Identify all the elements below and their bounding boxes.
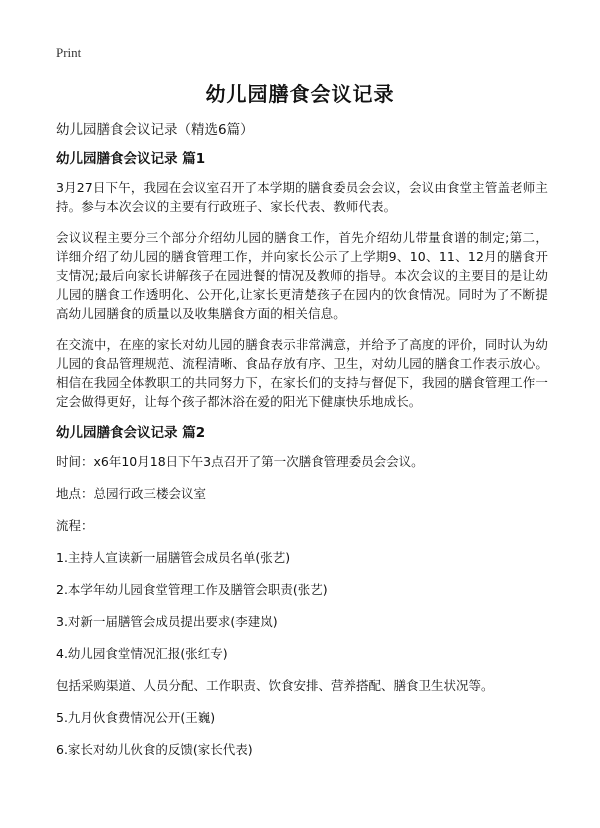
section-heading-1: 幼儿园膳食会议记录 篇1: [56, 151, 206, 167]
meeting-agenda-label: 流程：: [56, 518, 94, 533]
agenda-item-detail: 包括采购渠道、人员分配、工作职责、饮食安排、营养搭配、膳食卫生状况等。: [56, 678, 494, 693]
agenda-item: 2.本学年幼儿园食堂管理工作及膳管会职责(张艺): [56, 582, 328, 597]
document-subtitle: 幼儿园膳食会议记录（精选6篇）: [56, 122, 254, 138]
section-1-paragraph-3: 在交流中，在座的家长对幼儿园的膳食表示非常满意，并给予了高度的评价，同时认为幼儿园的食品管理规范、流程清晰、食品存放有序、卫生，对幼儿园的膳食工作表示放心。相信在我园全体教职工的共同努力下，在家长们的支持与督促下，我园的膳食管理工作一定会做得更好，让每个孩子都沐浴在爱的阳光下健康快乐地成长。: [56, 337, 548, 409]
meeting-time: 时间：x6年10月18日下午3点召开了第一次膳食管理委员会会议。: [56, 454, 424, 469]
document-body: [56, 120, 548, 772]
agenda-item: 6.家长对幼儿伙食的反馈(家长代表): [56, 742, 253, 757]
section-1-paragraph-1: 3月27日下午，我园在会议室召开了本学期的膳食委员会会议，会议由食堂主管盖老师主持。参与本次会议的主要有行政班子、家长代表、教师代表。: [56, 180, 548, 214]
agenda-item: 4.幼儿园食堂情况汇报(张红专): [56, 646, 228, 661]
agenda-item: 1.主持人宣读新一届膳管会成员名单(张艺): [56, 550, 291, 565]
section-heading-2: 幼儿园膳食会议记录 篇2: [56, 425, 206, 441]
meeting-location: 地点：总园行政三楼会议室: [56, 486, 207, 501]
document-title: 幼儿园膳食会议记录: [205, 82, 395, 106]
agenda-item: 3.对新一届膳管会成员提出要求(李建岚): [56, 614, 278, 629]
section-1-paragraph-2: 会议议程主要分三个部分介绍幼儿园的膳食工作，首先介绍幼儿带量食谱的制定;第二，详细介绍了幼儿园的膳食管理工作，并向家长公示了上学期9、10、11、12月的膳食开支情况;最后向家长讲解孩子在园进餐的情况及教师的指导。本次会议的主要目的是让幼儿园的膳食工作透明化、公开化,让家长更清楚孩子在园内的饮食情况。同时为了不断提高幼儿园膳食的质量以及收集膳食方面的相关信息。: [56, 230, 548, 321]
print-label: Print: [56, 45, 82, 60]
agenda-item: 5.九月伙食费情况公开(王巍): [56, 710, 216, 725]
